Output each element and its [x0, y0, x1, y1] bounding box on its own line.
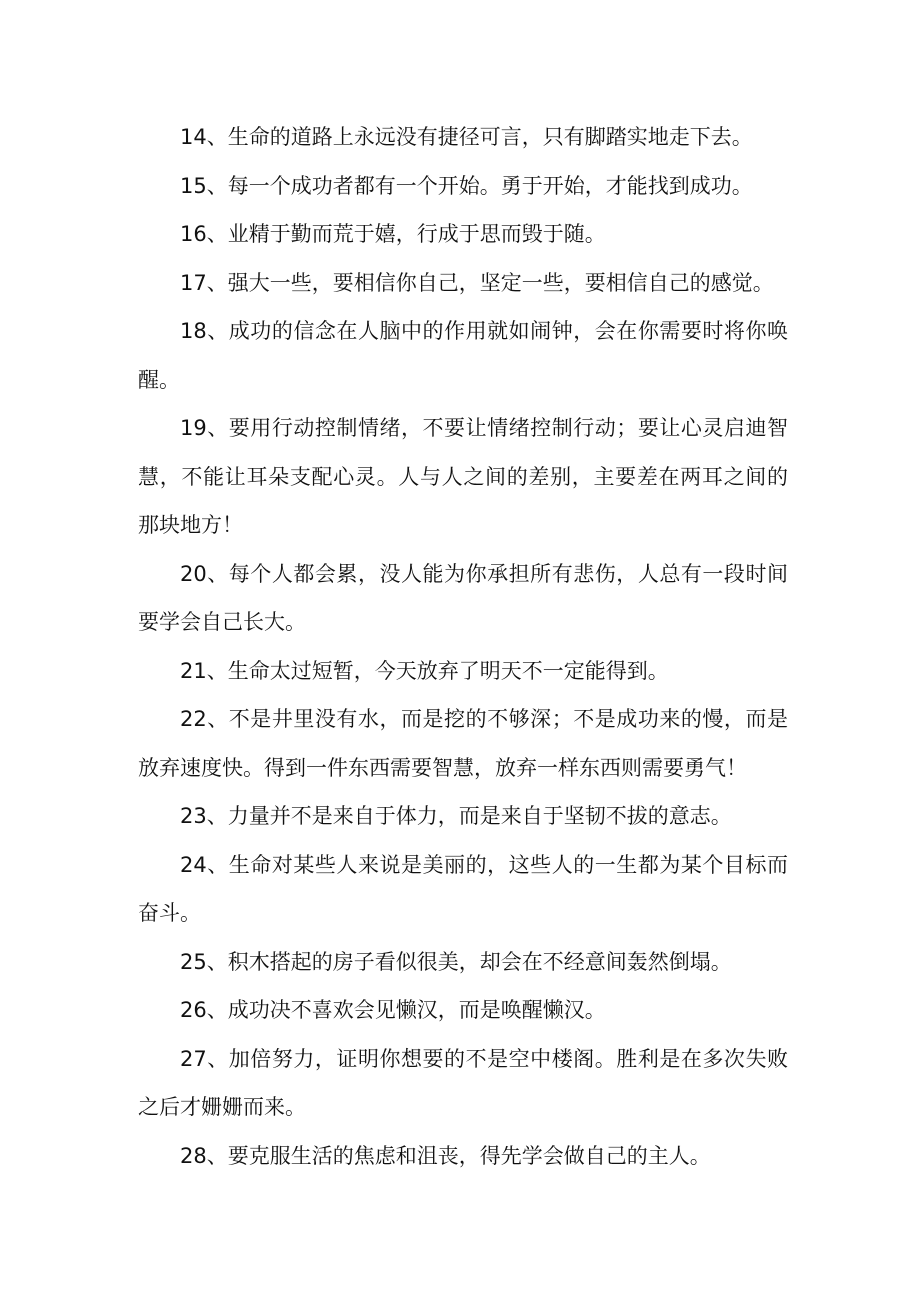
- quote-paragraph-14: 14、生命的道路上永远没有捷径可言，只有脚踏实地走下去。: [180, 125, 753, 149]
- quote-paragraph-25: 25、积木搭起的房子看似很美，却会在不经意间轰然倒塌。: [180, 949, 732, 974]
- quote-paragraph-27: 27、加倍努力，证明你想要的不是空中楼阁。胜利是在多次失败之后才姗姗而来。: [138, 1046, 788, 1119]
- quote-paragraph-21: 21、生命太过短暂，今天放弃了明天不一定能得到。: [180, 658, 669, 683]
- quote-paragraph-18: 18、成功的信念在人脑中的作用就如闹钟，会在你需要时将你唤醒。: [138, 319, 788, 392]
- quote-paragraph-17: 17、强大一些，要相信你自己，坚定一些，要相信自己的感觉。: [180, 270, 774, 295]
- quote-paragraph-19: 19、要用行动控制情绪，不要让情绪控制行动；要让心灵启迪智慧，不能让耳朵支配心灵。人与人之间的差别，主要差在两耳之间的那块地方！: [138, 416, 788, 537]
- quote-paragraph-26: 26、成功决不喜欢会见懒汉，而是唤醒懒汉。: [180, 998, 606, 1022]
- document-body: [138, 113, 788, 1180]
- quote-paragraph-23: 23、力量并不是来自于体力，而是来自于坚韧不拔的意志。: [180, 804, 732, 828]
- quote-paragraph-28: 28、要克服生活的焦虑和沮丧，得先学会做自己的主人。: [180, 1143, 711, 1168]
- quote-paragraph-22: 22、不是井里没有水，而是挖的不够深；不是成功来的慢，而是放弃速度快。得到一件东西需要智慧，放弃一样东西则需要勇气！: [138, 707, 788, 780]
- quote-paragraph-20: 20、每个人都会累，没人能为你承担所有悲伤，人总有一段时间要学会自己长大。: [138, 561, 788, 634]
- quote-paragraph-15: 15、每一个成功者都有一个开始。勇于开始，才能找到成功。: [180, 173, 753, 198]
- quote-paragraph-24: 24、生命对某些人来说是美丽的，这些人的一生都为某个目标而奋斗。: [138, 852, 788, 925]
- quote-paragraph-16: 16、业精于勤而荒于嬉，行成于思而毁于随。: [180, 222, 606, 246]
